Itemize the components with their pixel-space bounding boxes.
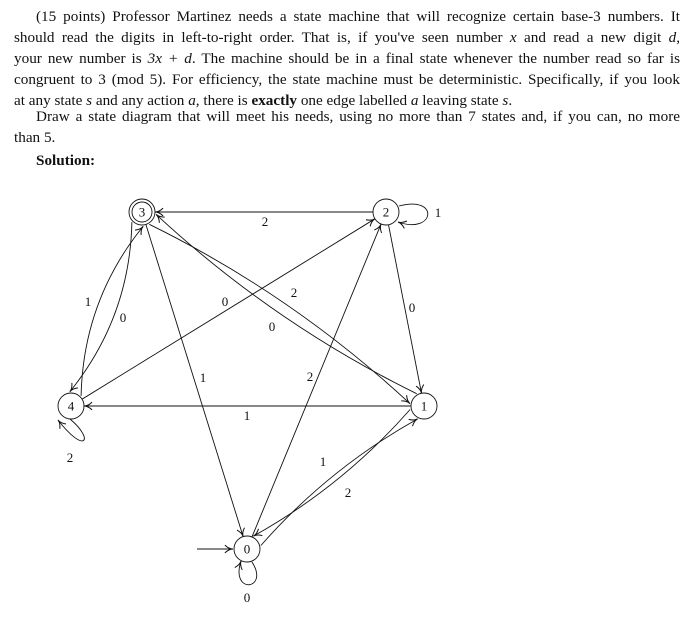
edge-label: 2 [306,369,314,384]
state-label: 4 [67,398,75,414]
math-variable: s [86,92,93,109]
edge-label: 2 [66,450,74,465]
edge-label: 1 [319,454,327,469]
arrowhead-icon [398,221,407,228]
text-segment: (15 points) Professor Martinez needs a state machine that will recognize certain base-3 numbers. It [36,8,680,25]
edge-label: 0 [119,310,127,325]
text-segment: your new number is [14,50,148,67]
edge-label: 1 [84,294,92,309]
transition-edge [253,410,410,537]
text-segment: , there is [195,92,252,109]
arrowhead-icon [409,419,418,426]
text-segment: at any state [14,92,87,109]
edge-label: 0 [408,300,416,315]
arrowhead-icon [70,383,78,392]
arrowhead-icon [135,226,143,235]
text-segment: , [676,29,681,46]
text-segment: . [508,92,513,109]
transition-edge [146,224,243,536]
solution-heading: Solution: [36,152,96,169]
text-segment: leaving state [418,92,503,109]
state-label: 0 [243,541,251,557]
self-loop-edge [398,204,428,225]
text-segment: and read a new digit [516,29,669,46]
text-segment: and any action [92,92,189,109]
bold-text: exactly [251,92,298,109]
transition-edge [82,219,375,399]
edge-label: 1 [243,408,251,423]
state-label: 1 [420,398,428,414]
text-segment: than 5. [14,129,56,146]
text-segment: congruent to 3 (mod 5). For efficiency, the state machine must be deterministic. Specifically, if you look [14,71,680,88]
edge-label: 0 [268,319,276,334]
text-segment: one edge labelled [297,92,411,109]
text-segment: should read the digits in left-to-right order. That is, if you've seen number [14,29,510,46]
math-variable: d [668,29,677,46]
edge-label: 0 [243,590,251,605]
edge-label: 2 [344,485,352,500]
math-variable: 3x + d [147,50,192,67]
edge-label: 1 [434,205,442,220]
math-variable: s [502,92,509,109]
transition-edge [70,222,132,392]
math-variable: x [509,29,517,46]
transition-edge [388,225,421,393]
transition-edge [81,226,143,396]
text-segment: . The machine should be in a final state whenever the number read so far is [191,50,680,67]
edge-label: 0 [221,294,229,309]
text-segment: Draw a state diagram that will meet his needs, using no more than 7 states and, if you can, no more [36,108,680,125]
self-loop-edge [58,419,84,441]
math-variable: a [188,92,196,109]
math-variable: a [410,92,419,109]
transition-edge [261,419,418,546]
self-loop-edge [239,561,257,585]
state-label: 3 [138,204,146,220]
edge-label: 1 [199,370,207,385]
arrowhead-icon [366,219,375,227]
edge-label: 2 [290,285,298,300]
edge-label: 2 [261,214,269,229]
state-label: 2 [382,204,390,220]
arrowhead-icon [235,561,242,570]
